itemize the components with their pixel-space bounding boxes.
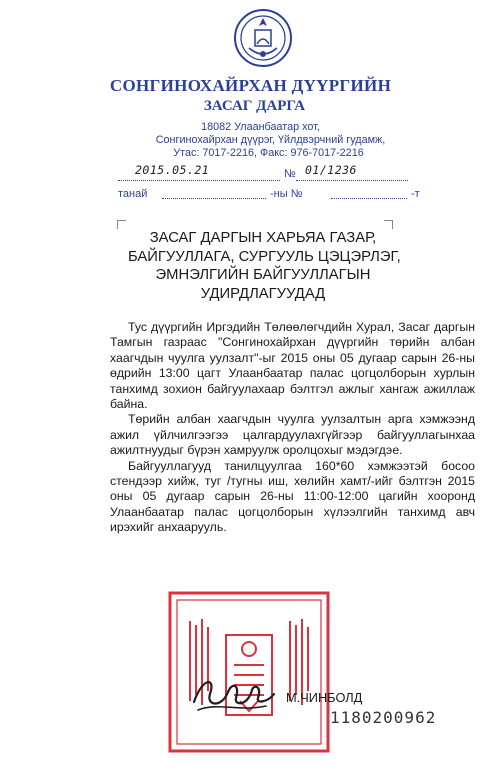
address-line-1: 18082 Улаанбаатар хот, [201, 121, 320, 133]
letter-number: 01/1236 [305, 163, 357, 177]
signature-icon [188, 672, 278, 716]
tanai-dotted-line [162, 198, 266, 199]
addressee-line-2: БАЙГУУЛЛАГА, СУРГУУЛЬ ЦЭЦЭРЛЭГ, [128, 248, 401, 265]
org-title: ЗАСАГ ДАРГА [203, 98, 306, 114]
addressee-block [128, 229, 401, 303]
nyno-dotted-line [331, 198, 407, 199]
address-line-2: Сонгинохайрхан дүүрэг, Үйлдвэрчний гудамж, [155, 134, 386, 146]
addressee-corner-left [117, 220, 126, 229]
org-name: СОНГИНОХАЙРХАН ДҮҮРГИЙН [109, 76, 392, 95]
number-label: № [284, 168, 296, 180]
addressee-line-3: ЭМНЭЛГИЙН БАЙГУУЛЛАГЫН [155, 267, 371, 283]
body-paragraph-1: Тус дүүргийн Иргэдийн Төлөөлөгчдийн Хурал, Засаг даргын Тамгын газраас "Сонгинохайрхан дүүргийн төрийн албан хаагчдын чуулга уулзалт"-ыг 2015 оны 05 дугаар сарын 26-ны өдрийн 13:00 цагт Улаанбаатар палас цогцолборын хурлын танхимд зохион байгуулахаар бэлтгэл ажлыг хангаж ажиллаж байна. [110, 320, 475, 412]
body-paragraph-3: Байгууллагууд танилцуулгаа 160*60 хэмжээтэй босоо стендээр хийж, туг /тугны иш, хөлийн хамт/-ийг бэлтгэн 2015 оны 05 дугаар сарын 26-ны 11:00-12:00 цагийн хооронд Улаанбаатар палас цогцолборын хүлээлгийн танхимд авч ирэхийг анхаарууль. [110, 458, 475, 535]
letter-date: 2015.05.21 [135, 163, 210, 177]
body-paragraph-2: Төрийн албан хаагчдын чуулга уулзалтын арга хэмжээнд ажил үйлчилгээгээ цалгардуулахгүйгээр байгууллагынхаа ажилтнуудыг бүрэн хамруулж оролцохыг мэдэгдэе. [110, 412, 475, 458]
state-emblem-icon [233, 8, 293, 68]
tanai-label: танай [118, 188, 148, 200]
t-label: -т [411, 188, 420, 200]
nyno-label: -ны № [270, 188, 303, 200]
number-dotted-line [296, 180, 408, 181]
date-dotted-line [118, 180, 280, 181]
letter-body [110, 320, 475, 536]
addressee-corner-right [384, 220, 393, 229]
addressee-line-1: ЗАСАГ ДАРГЫН ХАРЬЯА ГАЗАР, [149, 230, 377, 246]
contact-line: Утас: 7017-2216, Факс: 976-7017-2216 [173, 147, 364, 159]
signer-name: М.ЧИНБОЛД [286, 690, 363, 705]
serial-number: 1180200962 [330, 708, 437, 727]
addressee-line-4: УДИРДЛАГУУДАД [200, 285, 326, 302]
